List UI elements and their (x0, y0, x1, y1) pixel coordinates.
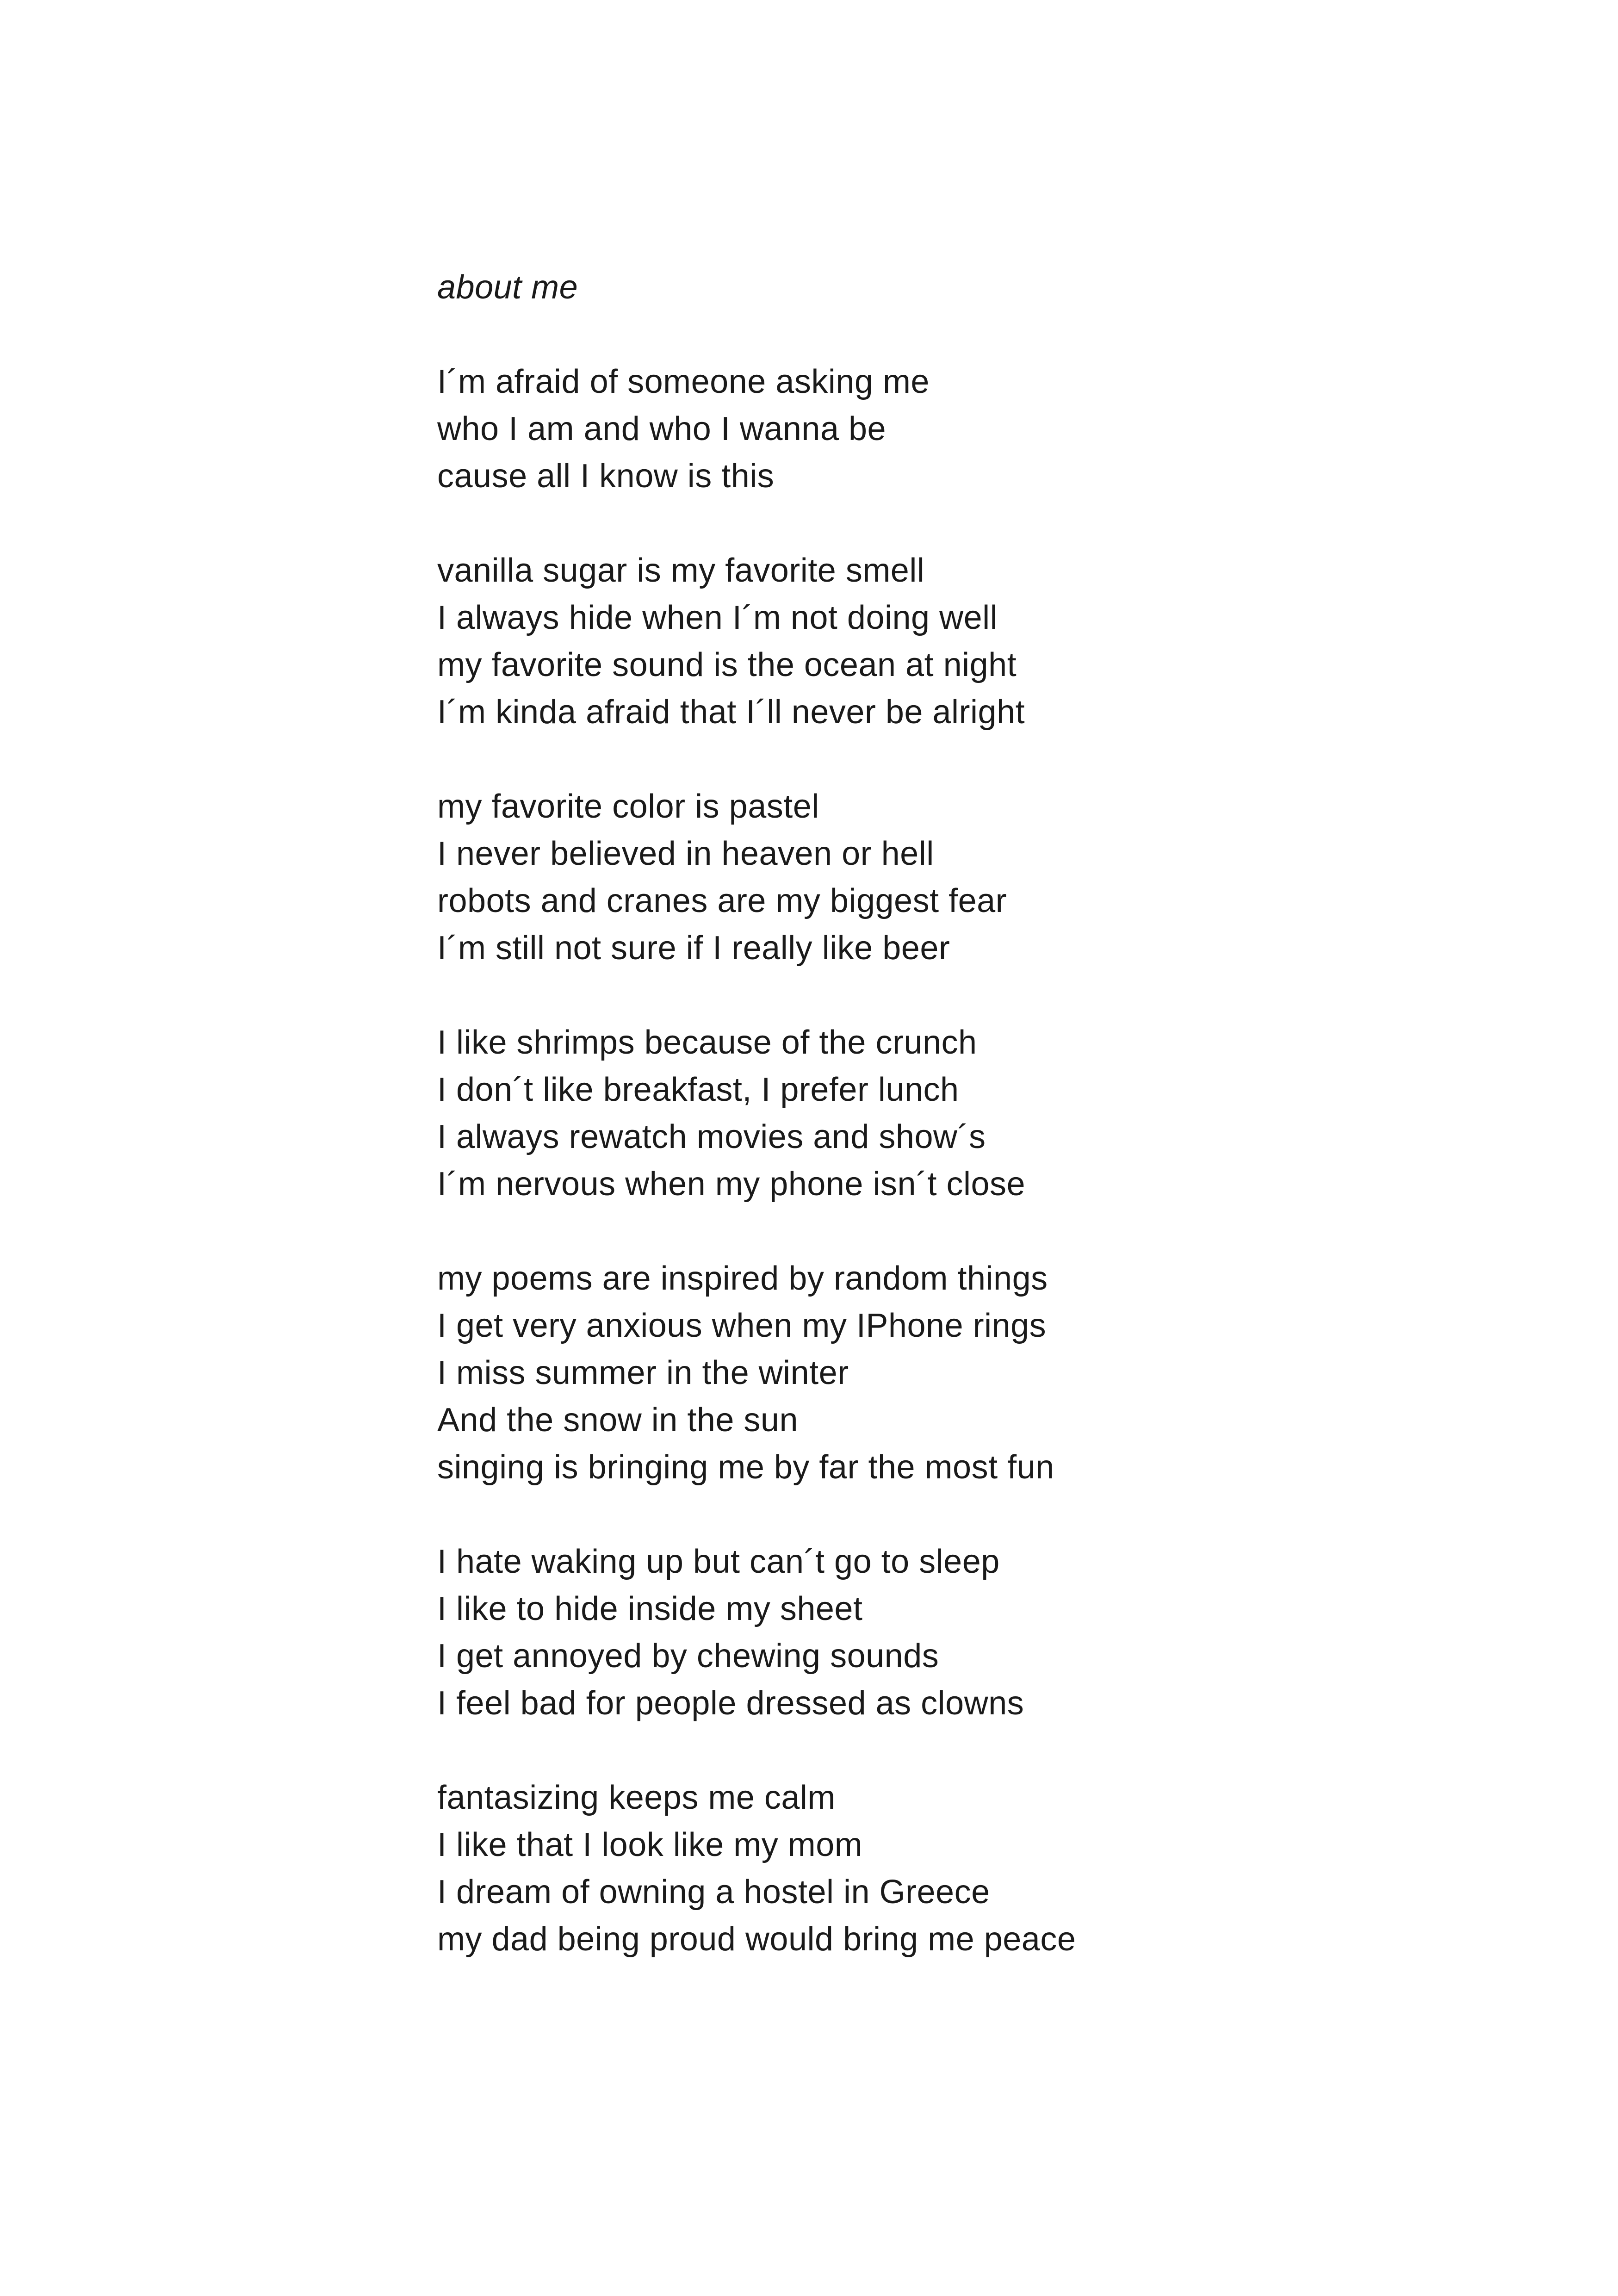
poem (437, 264, 1548, 2010)
poem-line: I like shrimps because of the crunch (437, 1024, 977, 1061)
poem-line: I don´t like breakfast, I prefer lunch (437, 1071, 959, 1108)
poem-line: my favorite sound is the ocean at night (437, 646, 1017, 683)
stanza-5 (437, 1255, 1548, 1491)
poem-line: I always hide when I´m not doing well (437, 599, 998, 636)
poem-line: And the snow in the sun (437, 1402, 799, 1439)
poem-title: about me (437, 269, 578, 306)
stanza-1 (437, 358, 1548, 500)
stanza-2 (437, 547, 1548, 736)
poem-line: my dad being proud would bring me peace (437, 1921, 1076, 1958)
poem-line: I´m kinda afraid that I´ll never be alright (437, 694, 1025, 731)
poem-line: my poems are inspired by random things (437, 1260, 1048, 1297)
stanza-7 (437, 1774, 1548, 1963)
poem-line: I get annoyed by chewing sounds (437, 1638, 939, 1675)
poem-line: I´m still not sure if I really like beer (437, 930, 950, 967)
poem-line: I hate waking up but can´t go to sleep (437, 1543, 1000, 1580)
poem-line: who I am and who I wanna be (437, 410, 886, 447)
poem-line: singing is bringing me by far the most fun (437, 1449, 1054, 1486)
poem-line: I´m afraid of someone asking me (437, 363, 930, 400)
poem-line: robots and cranes are my biggest fear (437, 882, 1007, 919)
stanza-6 (437, 1538, 1548, 1727)
poem-line: fantasizing keeps me calm (437, 1779, 836, 1816)
stanza-3 (437, 783, 1548, 972)
poem-line: vanilla sugar is my favorite smell (437, 552, 925, 589)
poem-line: I like that I look like my mom (437, 1826, 863, 1863)
stanza-4 (437, 1019, 1548, 1208)
poem-line: my favorite color is pastel (437, 788, 819, 825)
poem-line: I get very anxious when my IPhone rings (437, 1307, 1047, 1344)
poem-line: I feel bad for people dressed as clowns (437, 1685, 1024, 1722)
poem-line: cause all I know is this (437, 458, 775, 495)
poem-line: I like to hide inside my sheet (437, 1590, 863, 1627)
poem-line: I always rewatch movies and show´s (437, 1118, 986, 1155)
poem-line: I´m nervous when my phone isn´t close (437, 1166, 1026, 1203)
poem-line: I dream of owning a hostel in Greece (437, 1874, 990, 1911)
poem-line: I never believed in heaven or hell (437, 835, 934, 872)
poem-line: I miss summer in the winter (437, 1354, 849, 1391)
